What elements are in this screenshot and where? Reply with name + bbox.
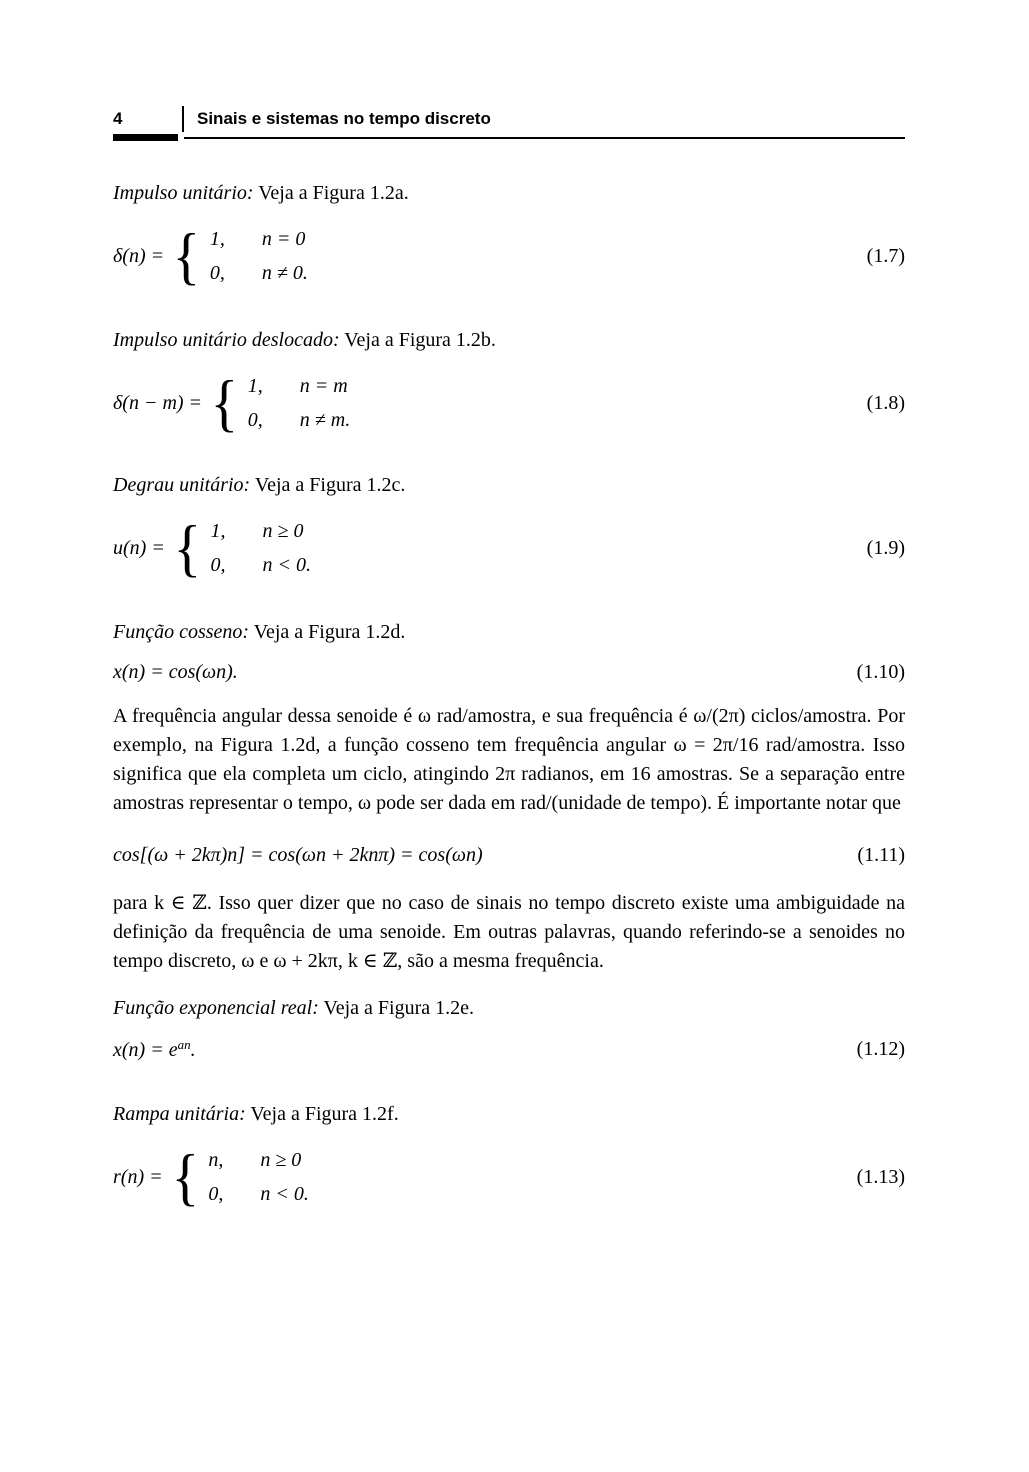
equation-number: (1.12): [856, 1038, 905, 1060]
running-header: [113, 106, 905, 141]
equation-body: [113, 514, 311, 582]
definition-lead-rampa-unitaria: [113, 1100, 905, 1129]
definition-term: Função cosseno:: [113, 621, 250, 643]
equation-1-11: [113, 844, 905, 867]
header-row: [113, 106, 905, 132]
definition-lead-impulso-unitario: [113, 179, 905, 208]
case-value: 0,: [209, 262, 225, 284]
equation-superscript: an: [177, 1037, 191, 1052]
equation-body: [113, 1143, 309, 1211]
equation-number: (1.13): [856, 1165, 905, 1188]
definition-reference: Veja a Figura 1.2e.: [323, 997, 475, 1019]
case-value: 0,: [210, 554, 226, 576]
case-value: n,: [208, 1149, 224, 1171]
definition-lead-funcao-cosseno: [113, 618, 905, 647]
equation-number: (1.10): [856, 661, 905, 683]
equation-body: [113, 1037, 196, 1062]
case-value: 1,: [247, 375, 263, 397]
page-number: 4: [113, 109, 123, 128]
case-row: [210, 256, 308, 290]
equation-base: x(n) = e: [113, 1039, 178, 1061]
case-row: [208, 1177, 309, 1211]
equation-lhs: r(n) =: [113, 1165, 163, 1188]
definition-reference: Veja a Figura 1.2f.: [250, 1103, 399, 1125]
cases-brace: {: [172, 220, 201, 291]
case-value: 1,: [210, 520, 226, 542]
definition-lead-exponencial-real: [113, 994, 905, 1023]
case-condition: n < 0.: [262, 554, 312, 576]
paragraph-frequency-ambiguity: para k ∈ ℤ. Isso quer dizer que no caso de sinais no tempo discreto existe uma ambiguidade na definição da frequência de uma senoide. Em outras palavras, quando referindo-se a senoides no tempo discreto, ω e ω + 2kπ, k ∈ ℤ, são a mesma frequência.: [113, 892, 905, 972]
header-title: Sinais e sistemas no tempo discreto: [182, 106, 491, 132]
equation-tail: .: [190, 1039, 196, 1061]
equation-lhs: u(n) =: [113, 536, 165, 559]
case-row: [248, 369, 350, 403]
case-row: [210, 222, 308, 256]
header-rule: [113, 134, 905, 141]
header-rule-thick: [113, 134, 178, 141]
definition-reference: Veja a Figura 1.2c.: [254, 474, 406, 496]
definition-term: Degrau unitário:: [113, 474, 251, 496]
equation-1-8: [113, 369, 905, 437]
case-value: 0,: [208, 1183, 224, 1205]
case-row: [248, 403, 350, 437]
definition-term: Função exponencial real:: [113, 997, 319, 1019]
equation-body: x(n) = cos(ωn).: [113, 661, 238, 683]
definition-lead-impulso-deslocado: [113, 326, 905, 355]
case-condition: n = 0: [261, 228, 306, 250]
cases-list: [248, 369, 350, 437]
definition-term: Rampa unitária:: [113, 1103, 246, 1125]
equation-number: (1.7): [866, 244, 905, 267]
equation-1-9: [113, 514, 905, 582]
equation-number: (1.11): [857, 844, 905, 866]
case-value: 1,: [209, 228, 225, 250]
definition-term: Impulso unitário:: [113, 182, 254, 204]
definition-reference: Veja a Figura 1.2b.: [344, 329, 496, 351]
case-condition: n = m: [299, 375, 348, 397]
cases-list: [211, 514, 312, 582]
cases-list: [210, 222, 308, 290]
definition-lead-degrau-unitario: [113, 471, 905, 500]
cases-brace: {: [171, 1141, 199, 1212]
equation-number: (1.9): [866, 536, 905, 559]
equation-1-13: [113, 1143, 905, 1211]
case-condition: n < 0.: [260, 1183, 309, 1205]
header-rule-thin: [184, 137, 905, 139]
equation-body: [113, 222, 308, 290]
equation-lhs: δ(n − m) =: [113, 391, 203, 414]
case-condition: n ≥ 0: [262, 520, 304, 542]
equation-body: cos[(ω + 2kπ)n] = cos(ωn + 2knπ) = cos(ωn): [113, 844, 483, 866]
case-row: [208, 1143, 309, 1177]
cases-list: [208, 1143, 309, 1211]
equation-1-7: [113, 222, 905, 290]
equation-1-10: [113, 661, 905, 684]
page-content: [113, 0, 905, 1211]
case-row: [211, 514, 312, 548]
cases-brace: {: [173, 512, 202, 583]
case-row: [211, 548, 312, 582]
case-condition: n ≥ 0: [260, 1149, 302, 1171]
paragraph-angular-frequency: A frequência angular dessa senoide é ω rad/amostra, e sua frequência é ω/(2π) ciclos/amostra. Por exemplo, na Figura 1.2d, a função cosseno tem frequência angular ω = 2π/16 rad/amostra. Isso significa que ela completa um ciclo, atingindo 2π radianos, em 16 amostras. Se a separação entre amostras representar o tempo, ω pode ser dada em rad/(unidade de tempo). É importante notar que: [113, 705, 905, 814]
definition-reference: Veja a Figura 1.2a.: [258, 182, 409, 204]
case-condition: n ≠ 0.: [261, 262, 308, 284]
case-condition: n ≠ m.: [299, 409, 351, 431]
equation-lhs: δ(n) =: [113, 244, 165, 267]
equation-number: (1.8): [866, 391, 905, 414]
case-value: 0,: [247, 409, 263, 431]
definition-reference: Veja a Figura 1.2d.: [253, 621, 406, 643]
equation-1-12: [113, 1037, 905, 1062]
definition-term: Impulso unitário deslocado:: [113, 329, 340, 351]
cases-brace: {: [210, 367, 239, 438]
equation-body: [113, 369, 350, 437]
